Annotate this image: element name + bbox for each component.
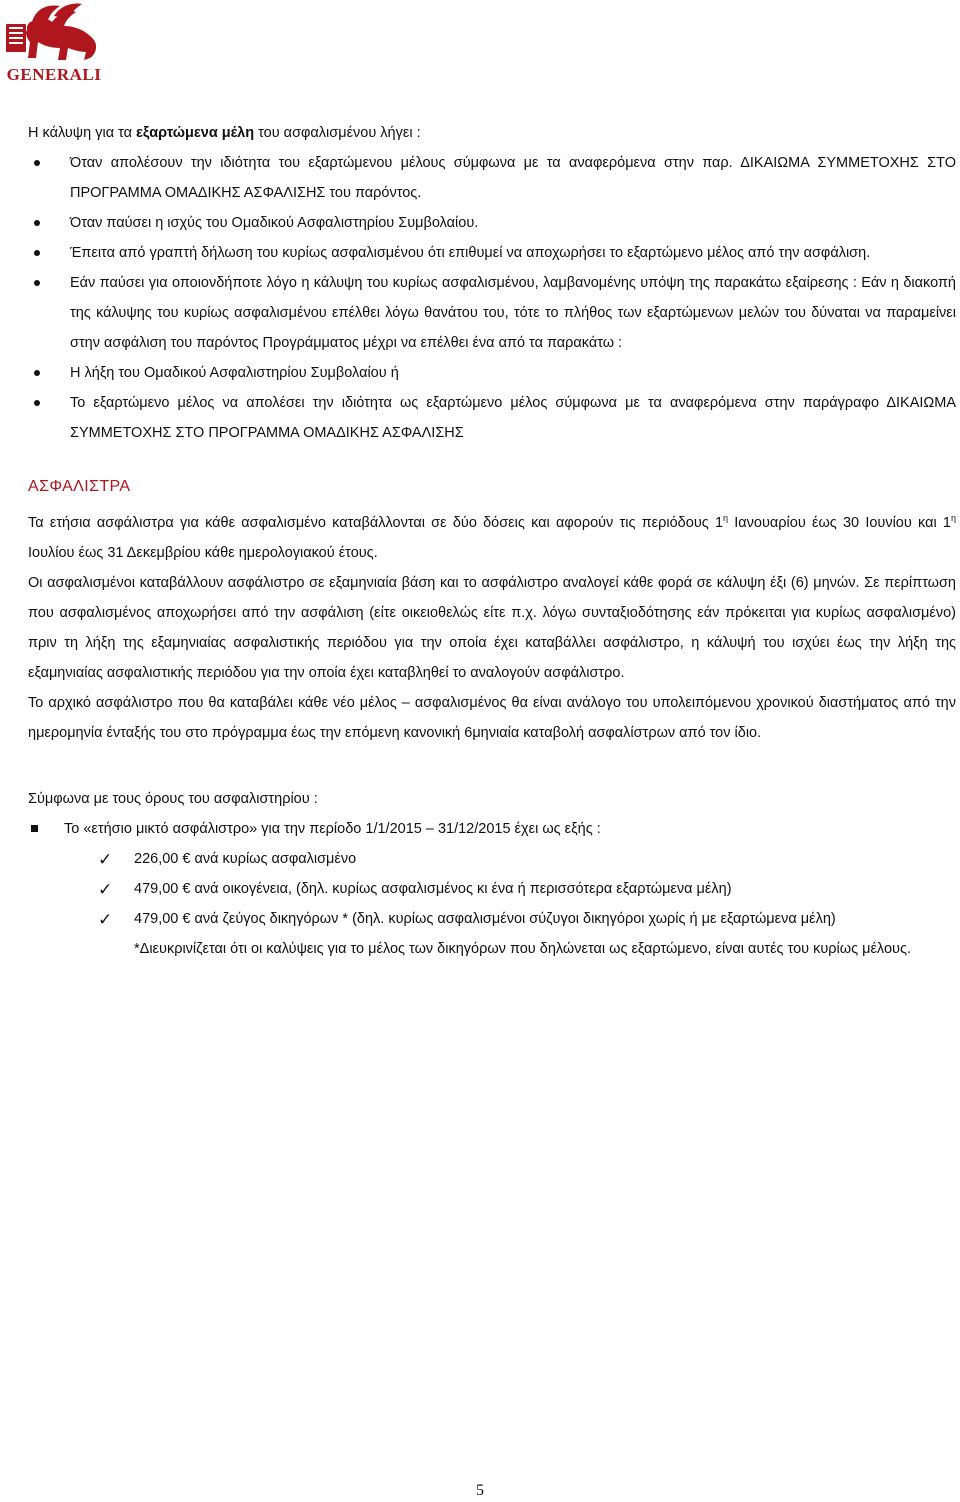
generali-logo <box>2 2 102 86</box>
annual-premium-list <box>28 814 956 844</box>
brand-name: GENERALI <box>6 65 102 84</box>
page-number: 5 <box>476 1482 484 1499</box>
bullet-dot-icon <box>34 160 40 166</box>
list-item: Όταν παύσει η ισχύς του Ομαδικού Ασφαλιστηρίου Συμβολαίου. <box>28 208 956 238</box>
section-heading-premiums: ΑΣΦΑΛΙΣΤΡΑ <box>28 478 131 495</box>
list-item: ✓ 479,00 € ανά οικογένεια, (δηλ. κυρίως ασφαλισμένος κι ένα ή περισσότερα εξαρτώμενα μέλη) <box>98 874 956 904</box>
premiums-paragraph-2: Οι ασφαλισμένοι καταβάλλουν ασφάλιστρο σε εξαμηνιαία βάση και το ασφάλιστρο αναλογεί κάθε φορά σε κάλυψη έξι (6) μηνών. Σε περίπτωση που ασφαλισμένος αποχωρήσει από την ασφάλιση (είτε οικειοθελώς είτε π.χ. λόγω συνταξιοδότησης εάν πρόκειται για κυρίως ασφαλισμένο) πριν τη λήξη της εξαμηνιαίας ασφαλιστικής περιόδου για την οποία έχει καταβάλλει ασφάλιστρο, η κάλυψή του ισχύει έως την λήξη της εξαμηνιαίας ασφαλιστικής περιόδου για την οποία έχει καταβληθεί το αναλογούν ασφάλιστρο. <box>28 575 956 681</box>
policy-terms-intro: Σύμφωνα με τους όρους του ασφαλιστηρίου : <box>28 791 318 807</box>
bullet-dot-icon <box>34 370 40 376</box>
checkmark-icon: ✓ <box>98 850 113 870</box>
bullet-dot-icon <box>34 220 40 226</box>
clarification-note: *Διευκρινίζεται ότι οι καλύψεις για το μέλος των δικηγόρων που δηλώνεται ως εξαρτώμενο, είναι αυτές του κυρίως μέλους. <box>134 941 911 957</box>
coverage-end-intro: Η κάλυψη για τα εξαρτώμενα μέλη του ασφαλισμένου λήγει : <box>28 125 421 141</box>
premium-rates-list <box>28 844 956 934</box>
list-item: ✓ 226,00 € ανά κυρίως ασφαλισμένο <box>98 844 956 874</box>
list-item: ✓ 479,00 € ανά ζεύγος δικηγόρων * (δηλ. κυρίως ασφαλισμένοι σύζυγοι δικηγόροι χωρίς ή με εξαρτώμενα μέλη) <box>98 904 956 934</box>
bullet-dot-icon <box>34 280 40 286</box>
checkmark-icon: ✓ <box>98 880 113 900</box>
list-item: Η λήξη του Ομαδικού Ασφαλιστηρίου Συμβολαίου ή <box>28 358 956 388</box>
bullet-dot-icon <box>34 400 40 406</box>
list-item: Όταν απολέσουν την ιδιότητα του εξαρτώμενου μέλους σύμφωνα με τα αναφερόμενα στην παρ. ΔΙΚΑΙΩΜΑ ΣΥΜΜΕΤΟΧΗΣ ΣΤΟ ΠΡΟΓΡΑΜΜΑ ΟΜΑΔΙΚΗΣ ΑΣΦΑΛΙΣΗΣ του παρόντος. <box>28 148 956 208</box>
premiums-paragraph-1: Τα ετήσια ασφάλιστρα για κάθε ασφαλισμένο καταβάλλονται σε δύο δόσεις και αφορούν τις περιόδους $1^\eta$ Ιανουαρίου έως 30 Ιουνίου και $1^\eta$ Ιουλίου έως 31 Δεκεμβρίου κάθε ημερολογιακού έτους. <box>28 513 956 561</box>
lion-emblem-icon <box>2 2 102 66</box>
bullet-dot-icon <box>34 250 40 256</box>
checkmark-icon: ✓ <box>98 910 113 930</box>
premiums-paragraph-3: Το αρχικό ασφάλιστρο που θα καταβάλει κάθε νέο μέλος – ασφαλισμένος θα είναι ανάλογο του υπολειπόμενου χρονικού διαστήματος από την ημερομηνία ένταξής του στο πρόγραμμα έως την επόμενη κανονική 6μηνιαία καταβολή ασφαλίστρων από τον ίδιο. <box>28 695 956 741</box>
list-item: Έπειτα από γραπτή δήλωση του κυρίως ασφαλισμένου ότι επιθυμεί να αποχωρήσει το εξαρτώμενο μέλος από την ασφάλιση. <box>28 238 956 268</box>
square-bullet-icon <box>31 825 38 832</box>
coverage-end-list <box>28 148 956 448</box>
document-body <box>28 118 956 964</box>
list-item: Το εξαρτώμενο μέλος να απολέσει την ιδιότητα ως εξαρτώμενο μέλος σύμφωνα με τα αναφερόμενα στην παράγραφο ΔΙΚΑΙΩΜΑ ΣΥΜΜΕΤΟΧΗΣ ΣΤΟ ΠΡΟΓΡΑΜΜΑ ΟΜΑΔΙΚΗΣ ΑΣΦΑΛΙΣΗΣ <box>28 388 956 448</box>
list-item: Το «ετήσιο μικτό ασφάλιστρο» για την περίοδο 1/1/2015 – 31/12/2015 έχει ως εξής : <box>28 814 956 844</box>
list-item: Εάν παύσει για οποιονδήποτε λόγο η κάλυψη του κυρίως ασφαλισμένου, λαμβανομένης υπόψη της παρακάτω εξαίρεσης : Εάν η διακοπή της κάλυψης του κυρίως ασφαλισμένου επέλθει λόγω θανάτου του, τότε το πλήθος των εξαρτώμενων μελών του δύναται να παραμείνει στην ασφάλιση του παρόντος Προγράμματος μέχρι να επέλθει ένα από τα παρακάτω : <box>28 268 956 358</box>
